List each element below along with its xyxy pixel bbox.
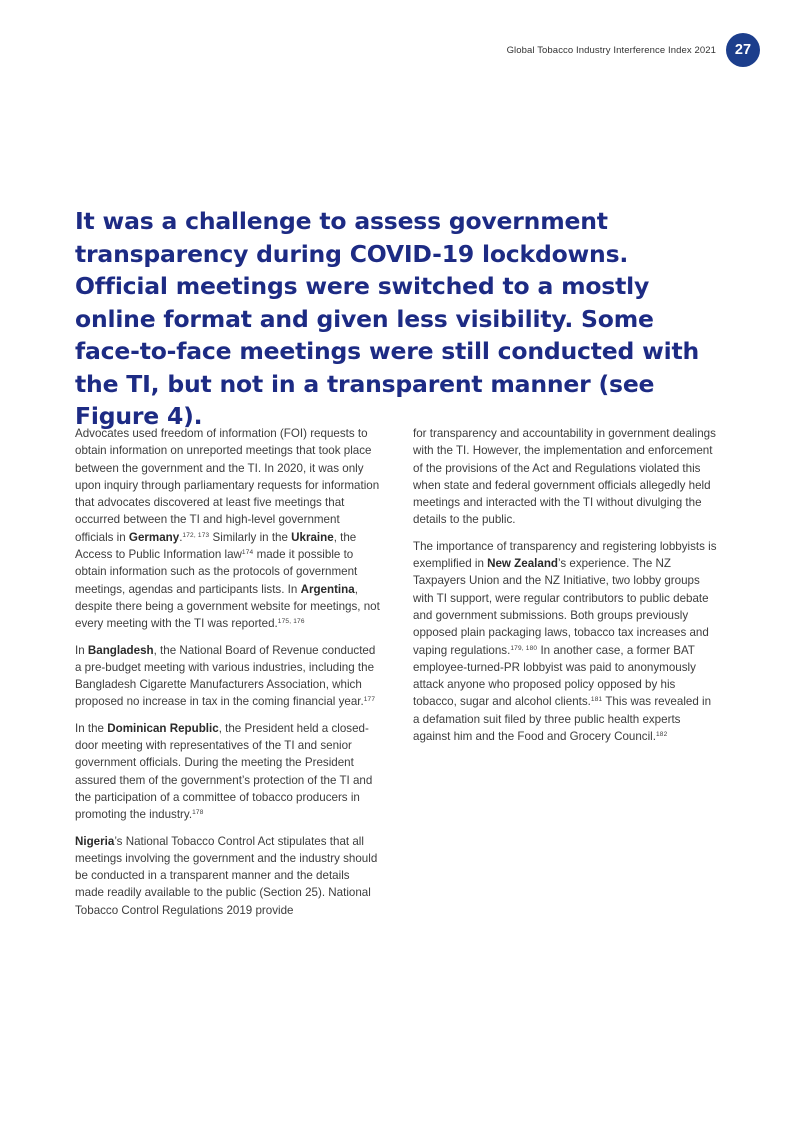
- text-run: made it possible to obtain information such as the protocols of government meetings, agendas and participants lists. In: [75, 548, 358, 596]
- text-run: Advocates used freedom of information (FOI) requests to obtain information on unreported meetings that took place between the government and the TI. In 2020, it was only upon inquiry through parliamentary requests for information that advocates discovered at least five meetings that occurred between the TI and high-level government officials in: [75, 427, 380, 544]
- paragraph-nigeria-continued: [413, 425, 718, 529]
- footnote-ref: 182: [655, 731, 668, 739]
- text-run: , the President held a closed-door meeting with representatives of the TI and senior government officials. During the meeting the President assured them of the government’s protection of the TI and the participation of a committee of tobacco producers in promoting the industry.: [75, 721, 373, 822]
- footnote-ref: 181: [590, 696, 603, 704]
- paragraph-new-zealand: [413, 538, 718, 746]
- country-germany: Germany: [128, 530, 180, 544]
- text-run: .: [179, 530, 183, 544]
- body-column-right: [413, 425, 718, 754]
- text-run: This was revealed in a defamation suit filed by three public health experts against him and the Food and Grocery Council.: [413, 695, 712, 744]
- country-nigeria: Nigeria: [75, 834, 115, 848]
- text-run: Similarly in the: [209, 530, 292, 544]
- text-run: In the: [75, 721, 108, 735]
- running-header-title: Global Tobacco Industry Interference Index 2021: [506, 44, 716, 56]
- paragraph-nigeria: [75, 833, 380, 919]
- paragraph-germany-ukraine-argentina: [75, 425, 380, 633]
- country-argentina: Argentina: [300, 582, 355, 596]
- text-run: The importance of transparency and registering lobbyists is exemplified in: [413, 539, 717, 571]
- text-run: for transparency and accountability in government dealings with the TI. However, the implementation and enforcement of the provisions of the Act and Regulations violated this when state and federal government officials allegedly held meetings and interacted with the TI without divulging the details to the public.: [413, 427, 716, 527]
- page-header: [507, 33, 760, 67]
- text-run: In: [75, 643, 88, 657]
- text-run: , the Access to Public Information law: [75, 530, 357, 562]
- footnote-ref: 174: [241, 549, 254, 557]
- footnote-ref: 172, 173: [182, 531, 210, 539]
- footnote-ref: 177: [363, 696, 376, 704]
- footnote-ref: 175, 176: [277, 618, 305, 626]
- text-run: ’s National Tobacco Control Act stipulates that all meetings involving the government and the industry should be conducted in a transparent manner and the details made readily available to the public (Section 25). National Tobacco Control Regulations 2019 provide: [75, 834, 378, 917]
- lead-statement: It was a challenge to assess government transparency during COVID-19 lockdowns. Official meetings were switched to a mostly online format and given less visibility. Some face-to-face meetings were still conducted with the TI, but not in a transparent manner (see Figure 4).: [75, 207, 700, 430]
- paragraph-dominican-republic: [75, 720, 380, 824]
- footnote-ref: 179, 180: [510, 644, 538, 652]
- body-column-left: [75, 425, 380, 928]
- country-ukraine: Ukraine: [291, 530, 334, 544]
- country-dominican-republic: Dominican Republic: [107, 721, 219, 735]
- text-run: , the National Board of Revenue conducted a pre-budget meeting with various industries, including the Bangladesh Cigarette Manufacturers Association, which proposed no increase in tax in the coming financial year.: [75, 643, 376, 709]
- paragraph-bangladesh: [75, 642, 380, 711]
- country-bangladesh: Bangladesh: [87, 643, 154, 657]
- text-run: , despite there being a government website for meetings, not every meeting with the TI was reported.: [75, 582, 380, 631]
- text-run: ’s experience. The NZ Taxpayers Union and the NZ Initiative, two lobby groups with TI support, were regular contributors to public debate and government submissions. Both groups previously opposed plain packaging laws, tobacco tax increases and vaping regulations.: [413, 557, 709, 657]
- page-number-badge: 27: [726, 33, 760, 67]
- footnote-ref: 178: [192, 809, 204, 817]
- country-new-zealand: New Zealand: [487, 557, 558, 571]
- text-run: In another case, a former BAT employee-turned-PR lobbyist was paid to anonymously attack anyone who proposed policy opposed by his tobacco, sugar and alcohol clients.: [413, 643, 696, 709]
